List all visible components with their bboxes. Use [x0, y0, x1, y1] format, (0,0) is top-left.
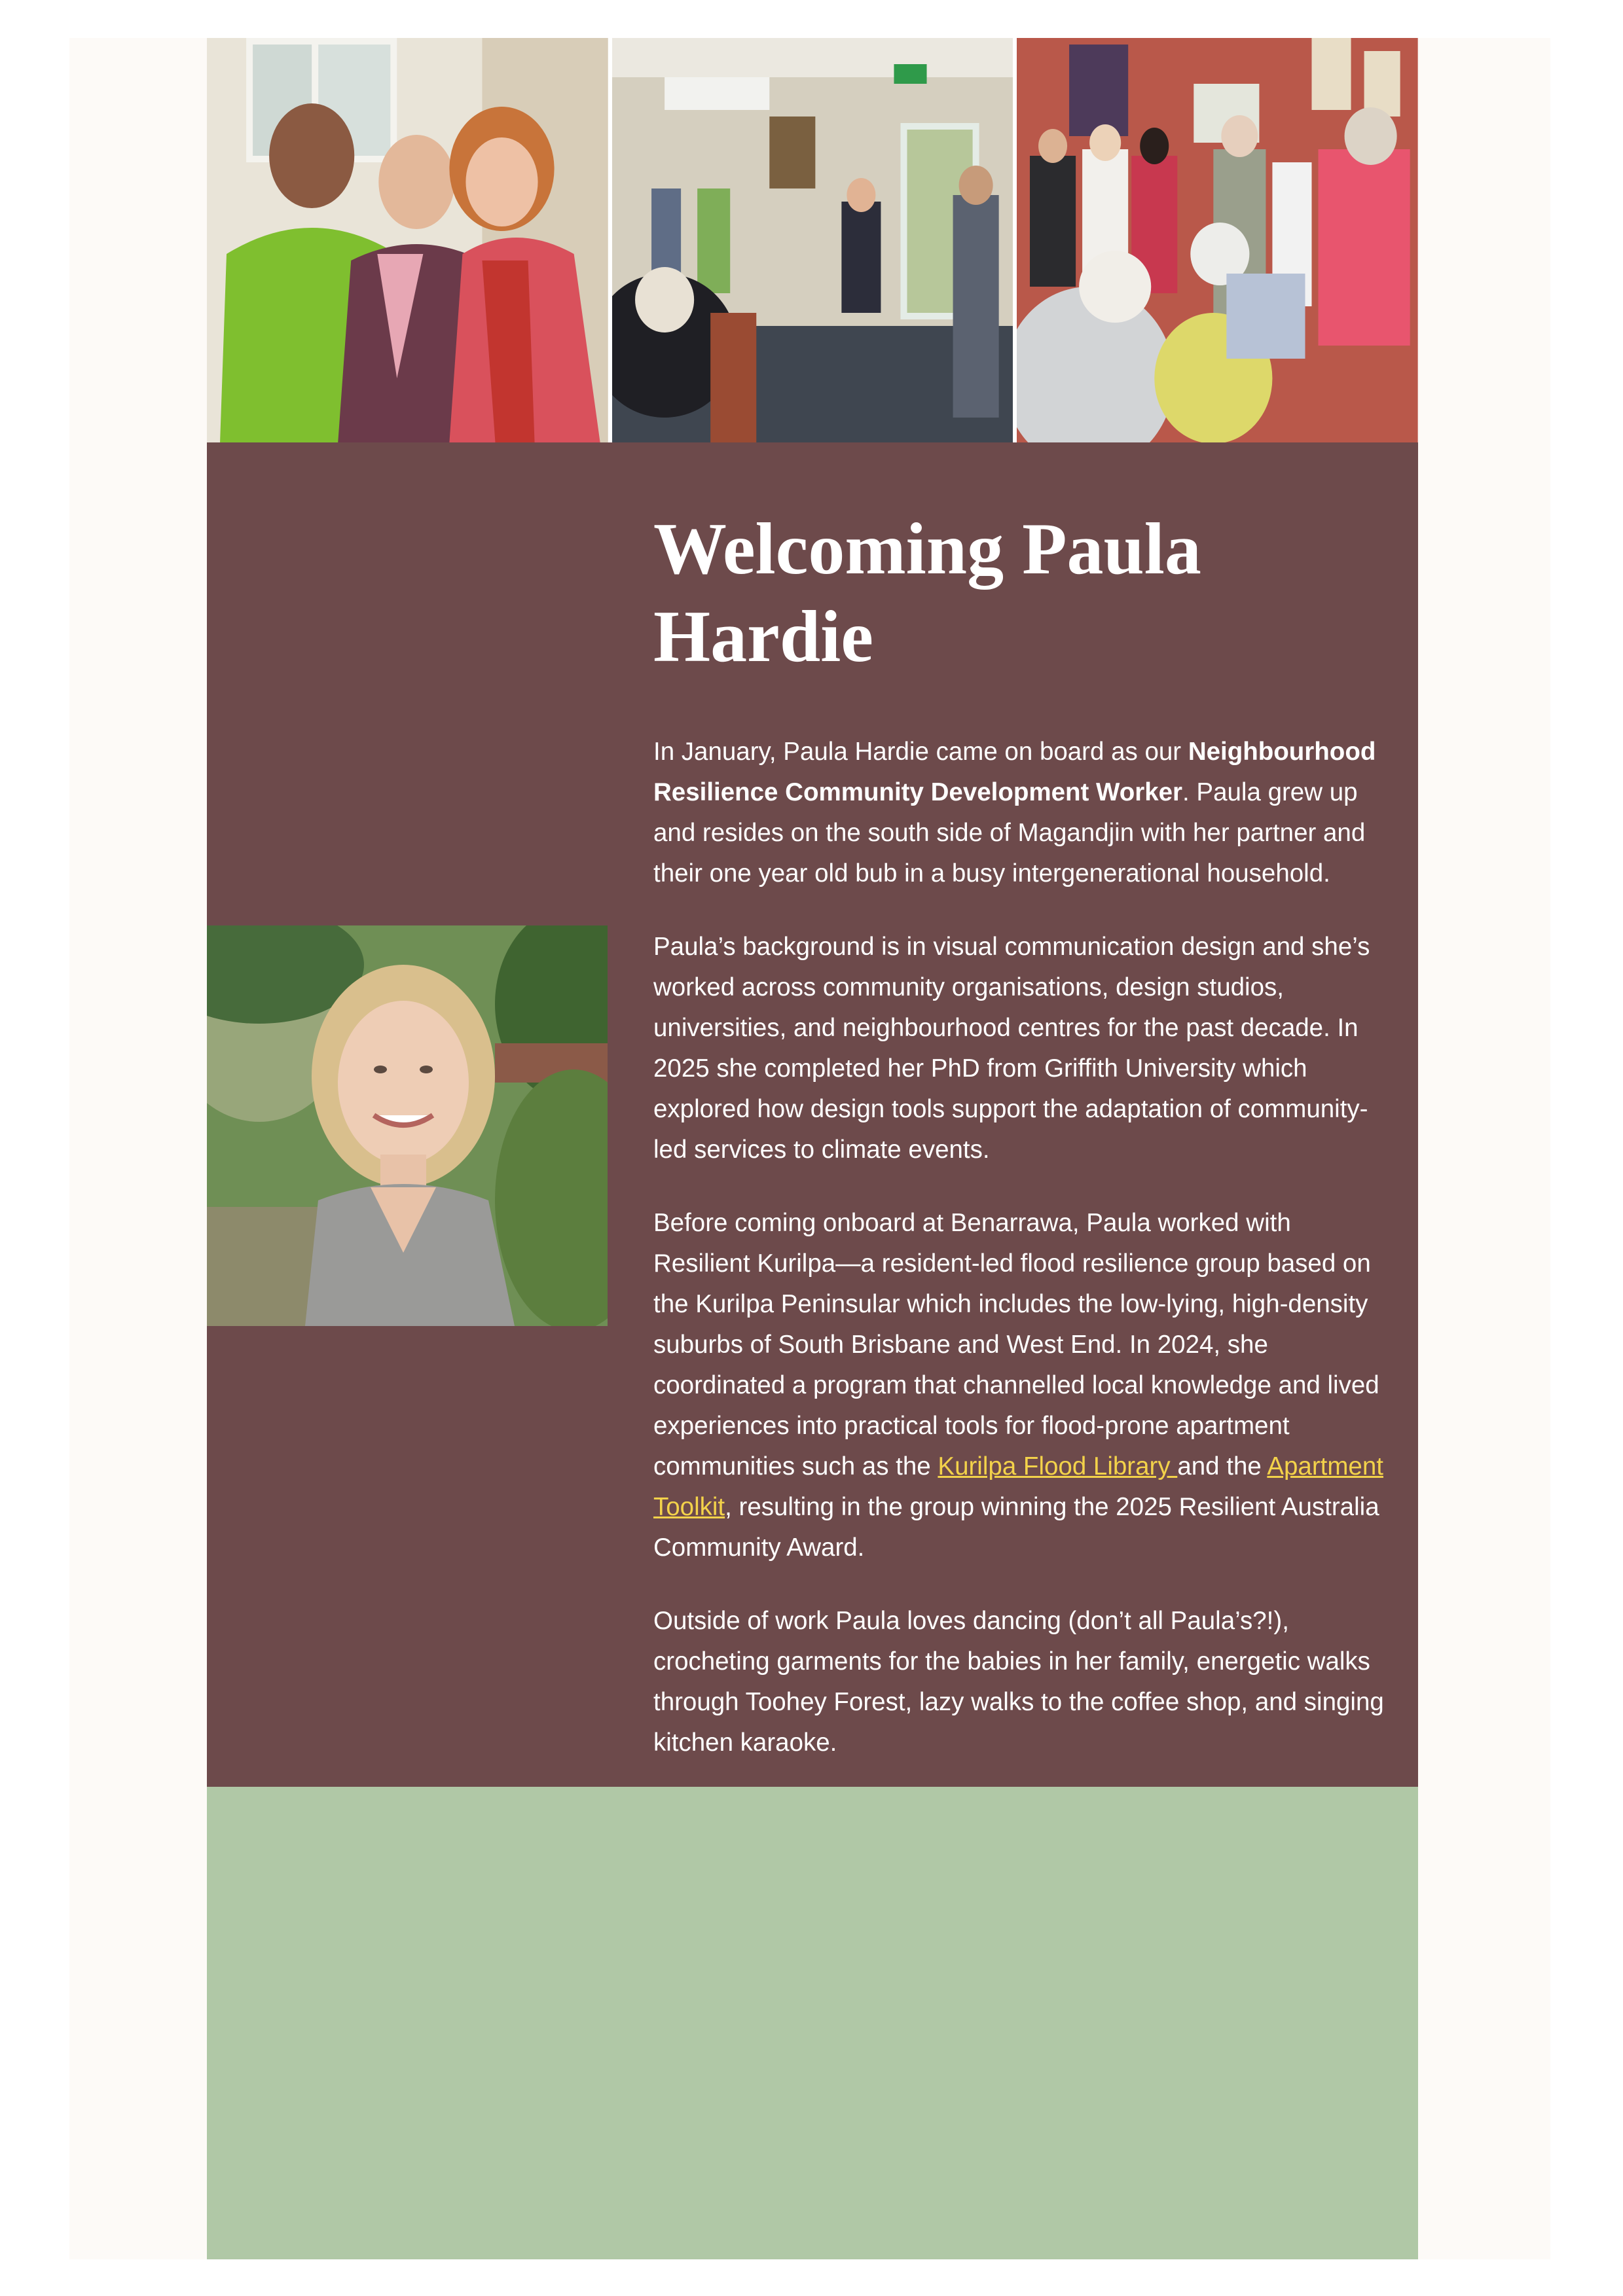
kurilpa-flood-library-link[interactable]: Kurilpa Flood Library	[938, 1452, 1178, 1480]
article-title: Welcoming Paula Hardie	[653, 509, 1201, 677]
photo-red-room	[1017, 38, 1418, 442]
intro-text-start: In January, Paula Hardie came on board as our	[653, 738, 1188, 766]
paragraph-hobbies: Outside of work Paula loves dancing (don’t all Paula’s?!), crocheting garments for the babies in her family, energetic walks through Toohey Forest, lazy walks to the coffee shop, and singing kitchen karaoke.	[653, 1607, 1384, 1757]
paragraph-intro	[653, 732, 1387, 894]
kurilpa-text-2: and the	[1177, 1452, 1267, 1480]
intro-text-end: . Paula grew up and resides on the south side of Magandjin with her partner and their one year old bub in a busy intergenerational household.	[653, 778, 1366, 888]
photo-group-smiling	[207, 38, 608, 442]
newsletter-column	[207, 38, 1418, 2259]
article-panel	[207, 442, 1418, 1787]
kurilpa-text-1: Before coming onboard at Benarrawa, Paula worked with Resilient Kurilpa—a resident-led flood resilience group based on the Kurilpa Peninsular which includes the low-lying, high-density suburbs of South Brisbane and West End. In 2024, she coordinated a program that channelled local knowledge and lived experiences into practical tools for flood-prone apartment communities such as the	[653, 1209, 1379, 1480]
paragraph-background: Paula’s background is in visual communication design and she’s worked across community organisations, design studios, universities, and neighbourhood centres for the past decade. In 2025 she completed her PhD from Griffith University which explored how design tools support the adaptation of community-led services to climate events.	[653, 933, 1370, 1164]
photo-strip	[207, 38, 1418, 442]
kurilpa-text-3: , resulting in the group winning the 2025 Resilient Australia Community Award.	[653, 1493, 1379, 1562]
green-panel	[207, 1787, 1418, 2259]
paragraph-resilient-kurilpa	[653, 1203, 1387, 1568]
photo-room-gathering	[612, 38, 1013, 442]
portrait-photo	[207, 925, 608, 1326]
article-content	[653, 505, 1387, 1796]
apartment-toolkit-link[interactable]: Apartment Toolkit	[653, 1452, 1383, 1521]
job-title-bold: Neighbourhood Resilience Community Development Worker	[653, 738, 1376, 806]
